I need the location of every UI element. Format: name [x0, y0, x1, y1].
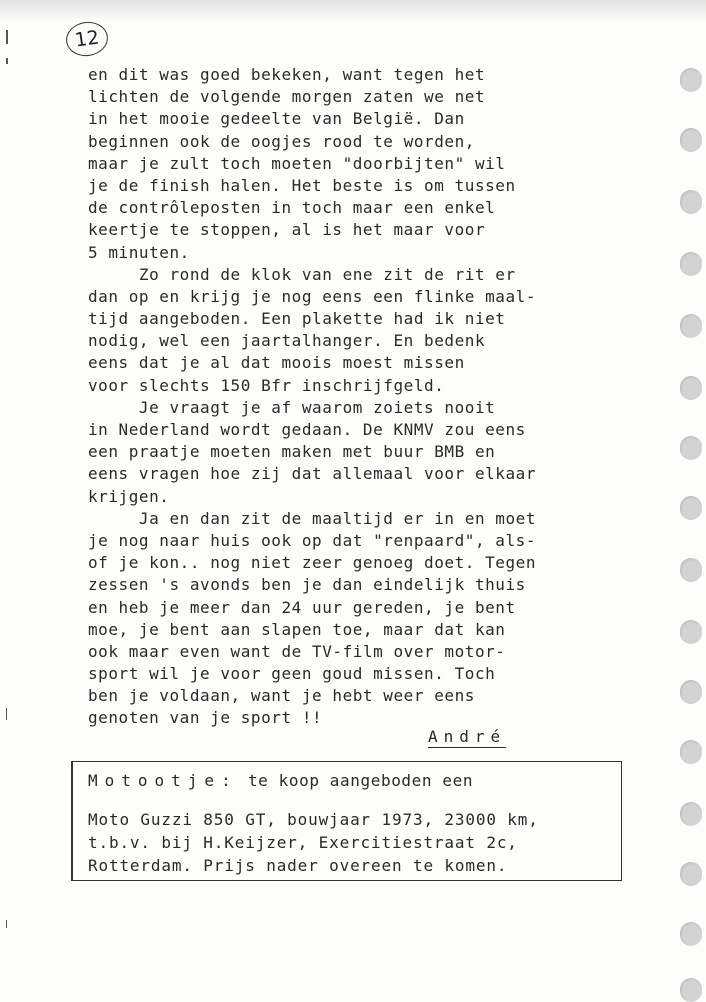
body-line: en heb je meer dan 24 uur gereden, je bent: [88, 597, 516, 617]
punch-hole: [680, 68, 702, 92]
body-line: ook maar even want de TV-film over motor-: [88, 641, 506, 661]
margin-mark: [6, 58, 8, 64]
punch-hole: [680, 620, 702, 644]
classified-ad-box: [71, 761, 622, 881]
punch-hole: [680, 128, 702, 152]
punch-hole: [680, 680, 702, 704]
margin-mark: [6, 708, 7, 720]
ad-title: [88, 771, 473, 790]
ad-line: t.b.v. bij H.Keijzer, Exercitiestraat 2c,: [88, 833, 518, 852]
ad-text: [88, 808, 539, 877]
article-body: [88, 64, 648, 730]
body-line: sport wil je voor geen goud missen. Toch: [88, 664, 496, 684]
author-signature: André: [428, 727, 507, 746]
body-line: eens dat je al dat moois moest missen: [88, 353, 465, 373]
punch-hole: [680, 496, 702, 520]
page-top-shadow: [0, 0, 706, 22]
ad-line: Rotterdam. Prijs nader overeen te komen.: [88, 856, 508, 875]
body-line: en dit was goed bekeken, want tegen het: [88, 65, 486, 84]
ad-line: Moto Guzzi 850 GT, bouwjaar 1973, 23000 km,: [88, 810, 539, 829]
binder-punch-holes: [666, 0, 706, 1002]
punch-hole: [680, 740, 702, 764]
body-line: Ja en dan zit de maaltijd er in en moet: [88, 508, 537, 528]
punch-hole: [680, 190, 702, 214]
body-line: in het mooie gedeelte van België. Dan: [88, 109, 465, 129]
page-number: 12: [64, 19, 110, 59]
punch-hole: [680, 252, 702, 276]
punch-hole: [680, 314, 702, 338]
body-line: of je kon.. nog niet zeer genoeg doet. Tegen: [88, 553, 537, 573]
body-line: nodig, wel een jaartalhanger. En bedenk: [88, 331, 486, 351]
body-line: Je vraagt je af waarom zoiets nooit: [88, 397, 496, 417]
body-line: eens vragen hoe zij dat allemaal voor elkaar: [88, 464, 537, 484]
body-line: lichten de volgende morgen zaten we net: [88, 87, 486, 107]
body-line: dan op en krijg je nog eens een flinke maal-: [88, 286, 537, 306]
body-line: moe, je bent aan slapen toe, maar dat kan: [88, 619, 506, 639]
ad-title-text: te koop aangeboden een: [247, 771, 474, 790]
margin-mark: [6, 920, 7, 928]
body-line: keertje te stoppen, al is het maar voor: [88, 220, 486, 240]
body-line: ben je voldaan, want je hebt weer eens: [88, 686, 475, 706]
punch-hole: [680, 802, 702, 826]
body-line: een praatje moeten maken met buur BMB en: [88, 442, 496, 462]
body-line: genoten van je sport !!: [88, 708, 323, 728]
body-line: voor slechts 150 Bfr inschrijfgeld.: [88, 375, 445, 395]
punch-hole: [680, 436, 702, 460]
body-line: tijd aangeboden. Een plakette had ik niet: [88, 309, 506, 329]
body-line: je de finish halen. Het beste is om tussen: [88, 175, 516, 195]
body-line: Zo rond de klok van ene zit de rit er: [88, 264, 516, 284]
ad-title-label: Motootje:: [88, 771, 238, 790]
body-line: beginnen ook de oogjes rood te worden,: [88, 131, 475, 151]
body-line: zessen 's avonds ben je dan eindelijk thuis: [88, 575, 526, 595]
punch-hole: [680, 862, 702, 886]
punch-hole: [680, 558, 702, 582]
margin-mark: [6, 30, 8, 44]
body-line: 5 minuten.: [88, 242, 190, 262]
punch-hole: [680, 978, 702, 1002]
body-line: in Nederland wordt gedaan. De KNMV zou eens: [88, 420, 526, 439]
punch-hole: [680, 922, 702, 946]
body-line: maar je zult toch moeten "doorbijten" wil: [88, 153, 506, 173]
punch-hole: [680, 376, 702, 400]
body-line: de contrôleposten in toch maar een enkel: [88, 198, 496, 218]
body-line: je nog naar huis ook op dat "renpaard", als-: [88, 530, 537, 550]
body-line: krijgen.: [88, 486, 170, 506]
